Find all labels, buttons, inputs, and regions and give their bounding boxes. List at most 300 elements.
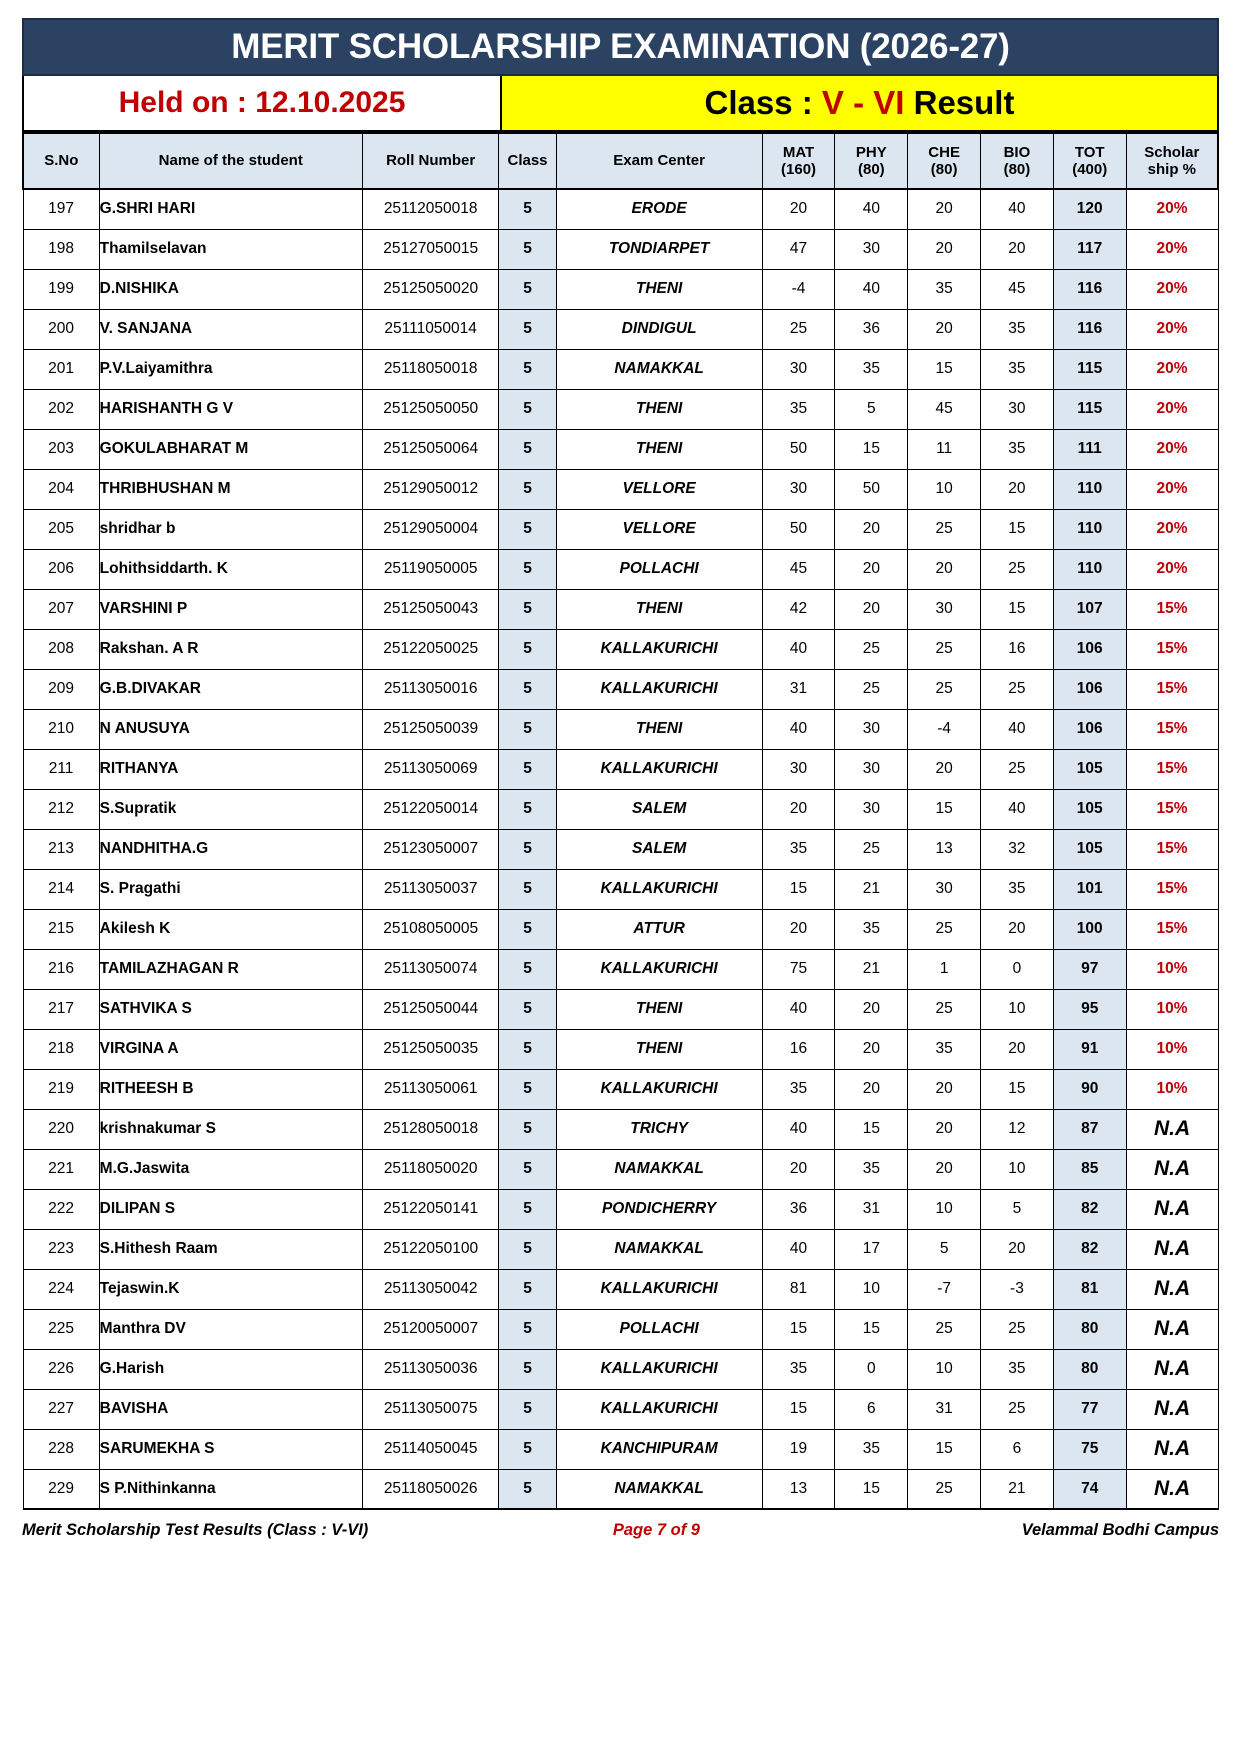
- row-mark-che: 25: [908, 1469, 981, 1509]
- row-exam-center: NAMAKKAL: [556, 1149, 762, 1189]
- row-student-name: G.Harish: [99, 1349, 362, 1389]
- row-total: 115: [1053, 389, 1126, 429]
- row-roll-number: 25119050005: [362, 549, 499, 589]
- row-exam-center: THENI: [556, 269, 762, 309]
- row-roll-number: 25113050036: [362, 1349, 499, 1389]
- footer-right-text: Velammal Bodhi Campus: [1021, 1521, 1219, 1539]
- row-student-name: shridhar b: [99, 509, 362, 549]
- row-mark-phy: 21: [835, 869, 908, 909]
- col-header-tot: TOT (400): [1053, 133, 1126, 189]
- row-roll-number: 25127050015: [362, 229, 499, 269]
- row-student-name: krishnakumar S: [99, 1109, 362, 1149]
- row-mark-bio: 10: [981, 1149, 1054, 1189]
- row-scholarship: 15%: [1126, 789, 1218, 829]
- row-mark-phy: 30: [835, 229, 908, 269]
- row-exam-center: SALEM: [556, 829, 762, 869]
- row-scholarship: N.A: [1126, 1389, 1218, 1429]
- row-mark-phy: 6: [835, 1389, 908, 1429]
- row-scholarship: 20%: [1126, 349, 1218, 389]
- row-serial-number: 204: [23, 469, 99, 509]
- row-mark-bio: 20: [981, 909, 1054, 949]
- row-total: 87: [1053, 1109, 1126, 1149]
- row-student-name: Akilesh K: [99, 909, 362, 949]
- row-scholarship: 20%: [1126, 469, 1218, 509]
- row-mark-phy: 40: [835, 269, 908, 309]
- row-mark-bio: 25: [981, 549, 1054, 589]
- row-mark-phy: 30: [835, 709, 908, 749]
- row-class: 5: [499, 629, 556, 669]
- row-mark-bio: 25: [981, 1389, 1054, 1429]
- row-mark-phy: 25: [835, 669, 908, 709]
- row-mark-bio: 5: [981, 1189, 1054, 1229]
- table-row: [23, 1349, 1218, 1389]
- row-total: 117: [1053, 229, 1126, 269]
- row-serial-number: 202: [23, 389, 99, 429]
- row-serial-number: 206: [23, 549, 99, 589]
- row-mark-bio: 20: [981, 1229, 1054, 1269]
- row-roll-number: 25113050075: [362, 1389, 499, 1429]
- row-serial-number: 224: [23, 1269, 99, 1309]
- table-row: [23, 1109, 1218, 1149]
- table-row: [23, 869, 1218, 909]
- row-class: 5: [499, 469, 556, 509]
- row-mark-che: -4: [908, 709, 981, 749]
- table-row: [23, 1189, 1218, 1229]
- row-mark-phy: 30: [835, 789, 908, 829]
- row-class: 5: [499, 1149, 556, 1189]
- row-mark-mat: 47: [762, 229, 835, 269]
- row-mark-mat: -4: [762, 269, 835, 309]
- row-serial-number: 217: [23, 989, 99, 1029]
- row-total: 105: [1053, 789, 1126, 829]
- row-serial-number: 198: [23, 229, 99, 269]
- row-student-name: N ANUSUYA: [99, 709, 362, 749]
- row-serial-number: 223: [23, 1229, 99, 1269]
- row-exam-center: VELLORE: [556, 509, 762, 549]
- row-mark-bio: 20: [981, 1029, 1054, 1069]
- row-student-name: VARSHINI P: [99, 589, 362, 629]
- table-row: [23, 349, 1218, 389]
- row-mark-phy: 25: [835, 829, 908, 869]
- row-scholarship: 15%: [1126, 749, 1218, 789]
- row-roll-number: 25113050074: [362, 949, 499, 989]
- table-row: [23, 1429, 1218, 1469]
- row-scholarship: N.A: [1126, 1149, 1218, 1189]
- row-mark-che: 20: [908, 749, 981, 789]
- row-serial-number: 214: [23, 869, 99, 909]
- row-student-name: TAMILAZHAGAN R: [99, 949, 362, 989]
- row-exam-center: DINDIGUL: [556, 309, 762, 349]
- row-mark-mat: 15: [762, 1389, 835, 1429]
- row-serial-number: 197: [23, 189, 99, 229]
- row-mark-mat: 42: [762, 589, 835, 629]
- row-roll-number: 25129050004: [362, 509, 499, 549]
- row-roll-number: 25123050007: [362, 829, 499, 869]
- row-roll-number: 25113050037: [362, 869, 499, 909]
- row-scholarship: 20%: [1126, 389, 1218, 429]
- row-exam-center: KALLAKURICHI: [556, 669, 762, 709]
- row-total: 106: [1053, 709, 1126, 749]
- row-student-name: DILIPAN S: [99, 1189, 362, 1229]
- row-scholarship: 20%: [1126, 229, 1218, 269]
- row-mark-che: 15: [908, 1429, 981, 1469]
- row-total: 120: [1053, 189, 1126, 229]
- row-mark-bio: 40: [981, 789, 1054, 829]
- row-serial-number: 215: [23, 909, 99, 949]
- row-mark-mat: 35: [762, 1349, 835, 1389]
- row-mark-che: 30: [908, 869, 981, 909]
- table-row: [23, 389, 1218, 429]
- row-mark-bio: 40: [981, 709, 1054, 749]
- row-mark-che: 20: [908, 309, 981, 349]
- row-exam-center: KALLAKURICHI: [556, 749, 762, 789]
- col-header-phy: PHY (80): [835, 133, 908, 189]
- row-total: 85: [1053, 1149, 1126, 1189]
- header-row: [23, 133, 1218, 189]
- row-scholarship: 15%: [1126, 829, 1218, 869]
- row-serial-number: 211: [23, 749, 99, 789]
- row-mark-bio: 15: [981, 589, 1054, 629]
- row-serial-number: 216: [23, 949, 99, 989]
- row-mark-bio: 20: [981, 469, 1054, 509]
- row-class: 5: [499, 1069, 556, 1109]
- row-mark-che: 35: [908, 269, 981, 309]
- row-mark-mat: 30: [762, 469, 835, 509]
- row-class: 5: [499, 309, 556, 349]
- row-exam-center: KALLAKURICHI: [556, 1349, 762, 1389]
- row-exam-center: NAMAKKAL: [556, 1469, 762, 1509]
- row-total: 110: [1053, 509, 1126, 549]
- row-class: 5: [499, 869, 556, 909]
- row-roll-number: 25122050014: [362, 789, 499, 829]
- row-mark-mat: 30: [762, 749, 835, 789]
- row-total: 97: [1053, 949, 1126, 989]
- row-mark-che: 20: [908, 229, 981, 269]
- row-student-name: RITHANYA: [99, 749, 362, 789]
- row-student-name: RITHEESH B: [99, 1069, 362, 1109]
- row-roll-number: 25113050069: [362, 749, 499, 789]
- table-row: [23, 189, 1218, 229]
- row-student-name: S.Supratik: [99, 789, 362, 829]
- row-student-name: S P.Nithinkanna: [99, 1469, 362, 1509]
- row-mark-che: 10: [908, 1349, 981, 1389]
- row-mark-che: 10: [908, 469, 981, 509]
- row-mark-che: 15: [908, 789, 981, 829]
- class-suffix: Result: [904, 84, 1015, 121]
- row-exam-center: THENI: [556, 989, 762, 1029]
- held-on-text: Held on : 12.10.2025: [118, 86, 406, 119]
- row-mark-bio: 35: [981, 869, 1054, 909]
- row-scholarship: 20%: [1126, 429, 1218, 469]
- table-row: [23, 789, 1218, 829]
- row-student-name: BAVISHA: [99, 1389, 362, 1429]
- row-mark-che: 11: [908, 429, 981, 469]
- table-row: [23, 629, 1218, 669]
- row-class: 5: [499, 709, 556, 749]
- row-mark-mat: 19: [762, 1429, 835, 1469]
- row-scholarship: 15%: [1126, 669, 1218, 709]
- row-mark-phy: 50: [835, 469, 908, 509]
- row-student-name: Manthra DV: [99, 1309, 362, 1349]
- row-mark-bio: 25: [981, 1309, 1054, 1349]
- row-exam-center: THENI: [556, 389, 762, 429]
- row-serial-number: 226: [23, 1349, 99, 1389]
- results-table: [22, 132, 1219, 1510]
- row-mark-bio: 32: [981, 829, 1054, 869]
- row-mark-mat: 31: [762, 669, 835, 709]
- col-header-name: Name of the student: [99, 133, 362, 189]
- row-mark-che: 25: [908, 1309, 981, 1349]
- row-roll-number: 25125050020: [362, 269, 499, 309]
- row-mark-mat: 40: [762, 1109, 835, 1149]
- row-scholarship: N.A: [1126, 1349, 1218, 1389]
- row-mark-bio: 45: [981, 269, 1054, 309]
- row-scholarship: 10%: [1126, 1069, 1218, 1109]
- row-exam-center: ATTUR: [556, 909, 762, 949]
- table-row: [23, 829, 1218, 869]
- table-row: [23, 949, 1218, 989]
- row-exam-center: KALLAKURICHI: [556, 1389, 762, 1429]
- row-total: 116: [1053, 309, 1126, 349]
- row-mark-che: 31: [908, 1389, 981, 1429]
- row-serial-number: 209: [23, 669, 99, 709]
- row-exam-center: NAMAKKAL: [556, 1229, 762, 1269]
- row-total: 82: [1053, 1189, 1126, 1229]
- row-total: 110: [1053, 469, 1126, 509]
- row-roll-number: 25111050014: [362, 309, 499, 349]
- row-class: 5: [499, 1469, 556, 1509]
- row-mark-bio: 35: [981, 429, 1054, 469]
- row-class: 5: [499, 229, 556, 269]
- row-student-name: HARISHANTH G V: [99, 389, 362, 429]
- row-total: 75: [1053, 1429, 1126, 1469]
- row-mark-bio: 12: [981, 1109, 1054, 1149]
- row-scholarship: N.A: [1126, 1229, 1218, 1269]
- row-mark-che: 20: [908, 1109, 981, 1149]
- table-row: [23, 269, 1218, 309]
- row-class: 5: [499, 1109, 556, 1149]
- col-header-roll: Roll Number: [362, 133, 499, 189]
- row-mark-bio: 0: [981, 949, 1054, 989]
- row-mark-phy: 15: [835, 1469, 908, 1509]
- row-mark-phy: 20: [835, 1069, 908, 1109]
- row-exam-center: POLLACHI: [556, 1309, 762, 1349]
- row-mark-bio: 6: [981, 1429, 1054, 1469]
- row-mark-phy: 20: [835, 1029, 908, 1069]
- row-total: 90: [1053, 1069, 1126, 1109]
- row-class: 5: [499, 909, 556, 949]
- row-roll-number: 25118050018: [362, 349, 499, 389]
- row-exam-center: TRICHY: [556, 1109, 762, 1149]
- row-mark-phy: 35: [835, 349, 908, 389]
- row-scholarship: 10%: [1126, 989, 1218, 1029]
- row-roll-number: 25125050064: [362, 429, 499, 469]
- row-serial-number: 200: [23, 309, 99, 349]
- row-mark-phy: 30: [835, 749, 908, 789]
- row-scholarship: 15%: [1126, 589, 1218, 629]
- table-row: [23, 749, 1218, 789]
- row-roll-number: 25113050061: [362, 1069, 499, 1109]
- col-header-che: CHE (80): [908, 133, 981, 189]
- row-total: 80: [1053, 1349, 1126, 1389]
- row-class: 5: [499, 1389, 556, 1429]
- row-total: 115: [1053, 349, 1126, 389]
- row-mark-mat: 50: [762, 429, 835, 469]
- row-mark-mat: 50: [762, 509, 835, 549]
- col-header-sno: S.No: [23, 133, 99, 189]
- row-total: 111: [1053, 429, 1126, 469]
- footer-page-number: Page 7 of 9: [612, 1521, 700, 1539]
- table-header: [23, 133, 1218, 189]
- table-row: [23, 1029, 1218, 1069]
- row-mark-mat: 13: [762, 1469, 835, 1509]
- row-exam-center: THENI: [556, 1029, 762, 1069]
- page-footer: [22, 1521, 1219, 1540]
- row-mark-che: 35: [908, 1029, 981, 1069]
- row-serial-number: 208: [23, 629, 99, 669]
- row-mark-bio: 20: [981, 229, 1054, 269]
- row-class: 5: [499, 509, 556, 549]
- row-scholarship: N.A: [1126, 1269, 1218, 1309]
- row-mark-phy: 17: [835, 1229, 908, 1269]
- class-result-text: [705, 84, 1015, 122]
- row-mark-bio: 35: [981, 349, 1054, 389]
- row-mark-phy: 20: [835, 989, 908, 1029]
- row-roll-number: 25125050035: [362, 1029, 499, 1069]
- table-row: [23, 589, 1218, 629]
- table-body: [23, 189, 1218, 1509]
- row-mark-che: 20: [908, 189, 981, 229]
- row-mark-mat: 15: [762, 869, 835, 909]
- row-mark-che: 20: [908, 1149, 981, 1189]
- row-student-name: Lohithsiddarth. K: [99, 549, 362, 589]
- row-mark-phy: 15: [835, 1109, 908, 1149]
- row-mark-mat: 45: [762, 549, 835, 589]
- row-class: 5: [499, 1029, 556, 1069]
- row-roll-number: 25122050025: [362, 629, 499, 669]
- row-mark-phy: 20: [835, 549, 908, 589]
- row-roll-number: 25118050026: [362, 1469, 499, 1509]
- row-exam-center: PONDICHERRY: [556, 1189, 762, 1229]
- row-total: 101: [1053, 869, 1126, 909]
- row-mark-bio: -3: [981, 1269, 1054, 1309]
- row-mark-mat: 81: [762, 1269, 835, 1309]
- row-mark-bio: 25: [981, 749, 1054, 789]
- row-scholarship: N.A: [1126, 1309, 1218, 1349]
- row-scholarship: N.A: [1126, 1189, 1218, 1229]
- row-class: 5: [499, 1309, 556, 1349]
- row-total: 100: [1053, 909, 1126, 949]
- row-mark-che: 25: [908, 509, 981, 549]
- row-student-name: V. SANJANA: [99, 309, 362, 349]
- row-mark-mat: 40: [762, 709, 835, 749]
- row-mark-che: 30: [908, 589, 981, 629]
- row-student-name: G.B.DIVAKAR: [99, 669, 362, 709]
- table-row: [23, 1469, 1218, 1509]
- row-class: 5: [499, 1229, 556, 1269]
- row-total: 105: [1053, 749, 1126, 789]
- row-mark-mat: 40: [762, 1229, 835, 1269]
- row-student-name: VIRGINA A: [99, 1029, 362, 1069]
- row-total: 91: [1053, 1029, 1126, 1069]
- row-serial-number: 228: [23, 1429, 99, 1469]
- row-mark-mat: 25: [762, 309, 835, 349]
- row-serial-number: 220: [23, 1109, 99, 1149]
- row-student-name: SARUMEKHA S: [99, 1429, 362, 1469]
- row-mark-mat: 16: [762, 1029, 835, 1069]
- row-class: 5: [499, 389, 556, 429]
- row-serial-number: 203: [23, 429, 99, 469]
- row-serial-number: 229: [23, 1469, 99, 1509]
- row-scholarship: N.A: [1126, 1109, 1218, 1149]
- row-scholarship: 15%: [1126, 909, 1218, 949]
- row-class: 5: [499, 1269, 556, 1309]
- row-class: 5: [499, 989, 556, 1029]
- row-student-name: S. Pragathi: [99, 869, 362, 909]
- row-serial-number: 212: [23, 789, 99, 829]
- row-student-name: S.Hithesh Raam: [99, 1229, 362, 1269]
- row-roll-number: 25125050050: [362, 389, 499, 429]
- subheader-row: [22, 76, 1219, 132]
- row-roll-number: 25129050012: [362, 469, 499, 509]
- row-mark-phy: 35: [835, 1149, 908, 1189]
- table-row: [23, 309, 1218, 349]
- row-mark-mat: 20: [762, 1149, 835, 1189]
- row-roll-number: 25114050045: [362, 1429, 499, 1469]
- held-on-cell: [24, 76, 502, 130]
- row-class: 5: [499, 749, 556, 789]
- row-exam-center: KALLAKURICHI: [556, 1269, 762, 1309]
- row-student-name: Rakshan. A R: [99, 629, 362, 669]
- row-mark-che: 20: [908, 549, 981, 589]
- row-mark-bio: 35: [981, 309, 1054, 349]
- row-mark-bio: 21: [981, 1469, 1054, 1509]
- row-mark-phy: 5: [835, 389, 908, 429]
- row-total: 107: [1053, 589, 1126, 629]
- row-mark-che: 25: [908, 989, 981, 1029]
- row-mark-phy: 20: [835, 589, 908, 629]
- row-student-name: Thamilselavan: [99, 229, 362, 269]
- row-class: 5: [499, 1429, 556, 1469]
- col-header-class: Class: [499, 133, 556, 189]
- row-exam-center: NAMAKKAL: [556, 349, 762, 389]
- row-serial-number: 201: [23, 349, 99, 389]
- row-student-name: Tejaswin.K: [99, 1269, 362, 1309]
- table-row: [23, 1149, 1218, 1189]
- row-mark-phy: 10: [835, 1269, 908, 1309]
- row-total: 110: [1053, 549, 1126, 589]
- row-total: 106: [1053, 629, 1126, 669]
- row-mark-phy: 40: [835, 189, 908, 229]
- row-serial-number: 222: [23, 1189, 99, 1229]
- table-row: [23, 509, 1218, 549]
- row-mark-mat: 20: [762, 189, 835, 229]
- row-mark-mat: 30: [762, 349, 835, 389]
- row-mark-che: 25: [908, 909, 981, 949]
- row-total: 80: [1053, 1309, 1126, 1349]
- col-header-scholarship: Scholar ship %: [1126, 133, 1218, 189]
- row-exam-center: KALLAKURICHI: [556, 1069, 762, 1109]
- row-exam-center: THENI: [556, 709, 762, 749]
- table-row: [23, 1269, 1218, 1309]
- row-exam-center: THENI: [556, 589, 762, 629]
- row-roll-number: 25118050020: [362, 1149, 499, 1189]
- row-scholarship: N.A: [1126, 1429, 1218, 1469]
- row-mark-bio: 35: [981, 1349, 1054, 1389]
- row-exam-center: KALLAKURICHI: [556, 629, 762, 669]
- row-mark-che: -7: [908, 1269, 981, 1309]
- title-banner: [22, 18, 1219, 76]
